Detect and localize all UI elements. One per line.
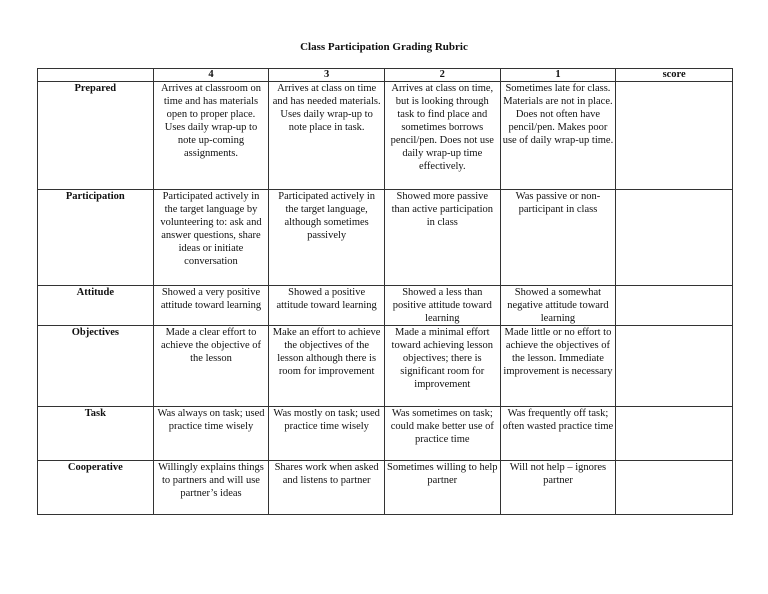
descriptor-cell-2: Showed a less than positive attitude toward learning: [384, 286, 500, 326]
score-cell[interactable]: [616, 286, 733, 326]
header-score-1: 1: [500, 69, 616, 82]
row-prepared: [38, 82, 733, 190]
header-score-2: 2: [384, 69, 500, 82]
descriptor-cell-2: Arrives at class on time, but is looking through task to find place and sometimes borrows pencil/pen. Does not use daily wrap-up time effectively.: [384, 82, 500, 190]
descriptor-cell-3: Make an effort to achieve the objectives of the lesson although there is room for improvement: [269, 326, 385, 407]
criterion-cell: Task: [38, 407, 154, 461]
descriptor-cell-2: Made a minimal effort toward achieving lesson objectives; there is significant room for improvement: [384, 326, 500, 407]
descriptor-cell-1: Will not help – ignores partner: [500, 461, 616, 515]
descriptor-cell-2: Sometimes willing to help partner: [384, 461, 500, 515]
descriptor-cell-2: Showed more passive than active participation in class: [384, 190, 500, 286]
descriptor-cell-4: Participated actively in the target language by volunteering to: ask and answer questions, share ideas or initiate conversation: [153, 190, 269, 286]
row-attitude: [38, 286, 733, 326]
header-score-3: 3: [269, 69, 385, 82]
rubric-table: [37, 68, 733, 515]
row-task: [38, 407, 733, 461]
criterion-cell: Prepared: [38, 82, 154, 190]
descriptor-cell-4: Showed a very positive attitude toward learning: [153, 286, 269, 326]
criterion-cell: Attitude: [38, 286, 154, 326]
descriptor-cell-3: Showed a positive attitude toward learning: [269, 286, 385, 326]
descriptor-cell-1: Was frequently off task; often wasted practice time: [500, 407, 616, 461]
descriptor-cell-3: Shares work when asked and listens to partner: [269, 461, 385, 515]
page-title: Class Participation Grading Rubric: [300, 41, 468, 53]
score-cell[interactable]: [616, 461, 733, 515]
descriptor-cell-3: Was mostly on task; used practice time wisely: [269, 407, 385, 461]
descriptor-cell-1: Sometimes late for class. Materials are not in place. Does not often have pencil/pen. Makes poor use of daily wrap-up time.: [500, 82, 616, 190]
row-participation: [38, 190, 733, 286]
criterion-cell: Cooperative: [38, 461, 154, 515]
header-criterion: [38, 69, 154, 82]
score-cell[interactable]: [616, 407, 733, 461]
descriptor-cell-4: Made a clear effort to achieve the objective of the lesson: [153, 326, 269, 407]
descriptor-cell-4: Was always on task; used practice time wisely: [153, 407, 269, 461]
score-cell[interactable]: [616, 190, 733, 286]
criterion-cell: Objectives: [38, 326, 154, 407]
header-score-4: 4: [153, 69, 269, 82]
descriptor-cell-3: Participated actively in the target language, although sometimes passively: [269, 190, 385, 286]
row-objectives: [38, 326, 733, 407]
criterion-cell: Participation: [38, 190, 154, 286]
score-cell[interactable]: [616, 82, 733, 190]
descriptor-cell-4: Arrives at classroom on time and has materials open to proper place. Uses daily wrap-up to note up-coming assignments.: [153, 82, 269, 190]
descriptor-cell-1: Showed a somewhat negative attitude toward learning: [500, 286, 616, 326]
header-score: score: [616, 69, 733, 82]
descriptor-cell-1: Made little or no effort to achieve the objectives of the lesson. Immediate improvement is necessary: [500, 326, 616, 407]
descriptor-cell-2: Was sometimes on task; could make better use of practice time: [384, 407, 500, 461]
row-cooperative: [38, 461, 733, 515]
header-row: [38, 69, 733, 82]
descriptor-cell-3: Arrives at class on time and has needed materials. Uses daily wrap-up to note place in task.: [269, 82, 385, 190]
score-cell[interactable]: [616, 326, 733, 407]
descriptor-cell-1: Was passive or non-participant in class: [500, 190, 616, 286]
descriptor-cell-4: Willingly explains things to partners and will use partner’s ideas: [153, 461, 269, 515]
